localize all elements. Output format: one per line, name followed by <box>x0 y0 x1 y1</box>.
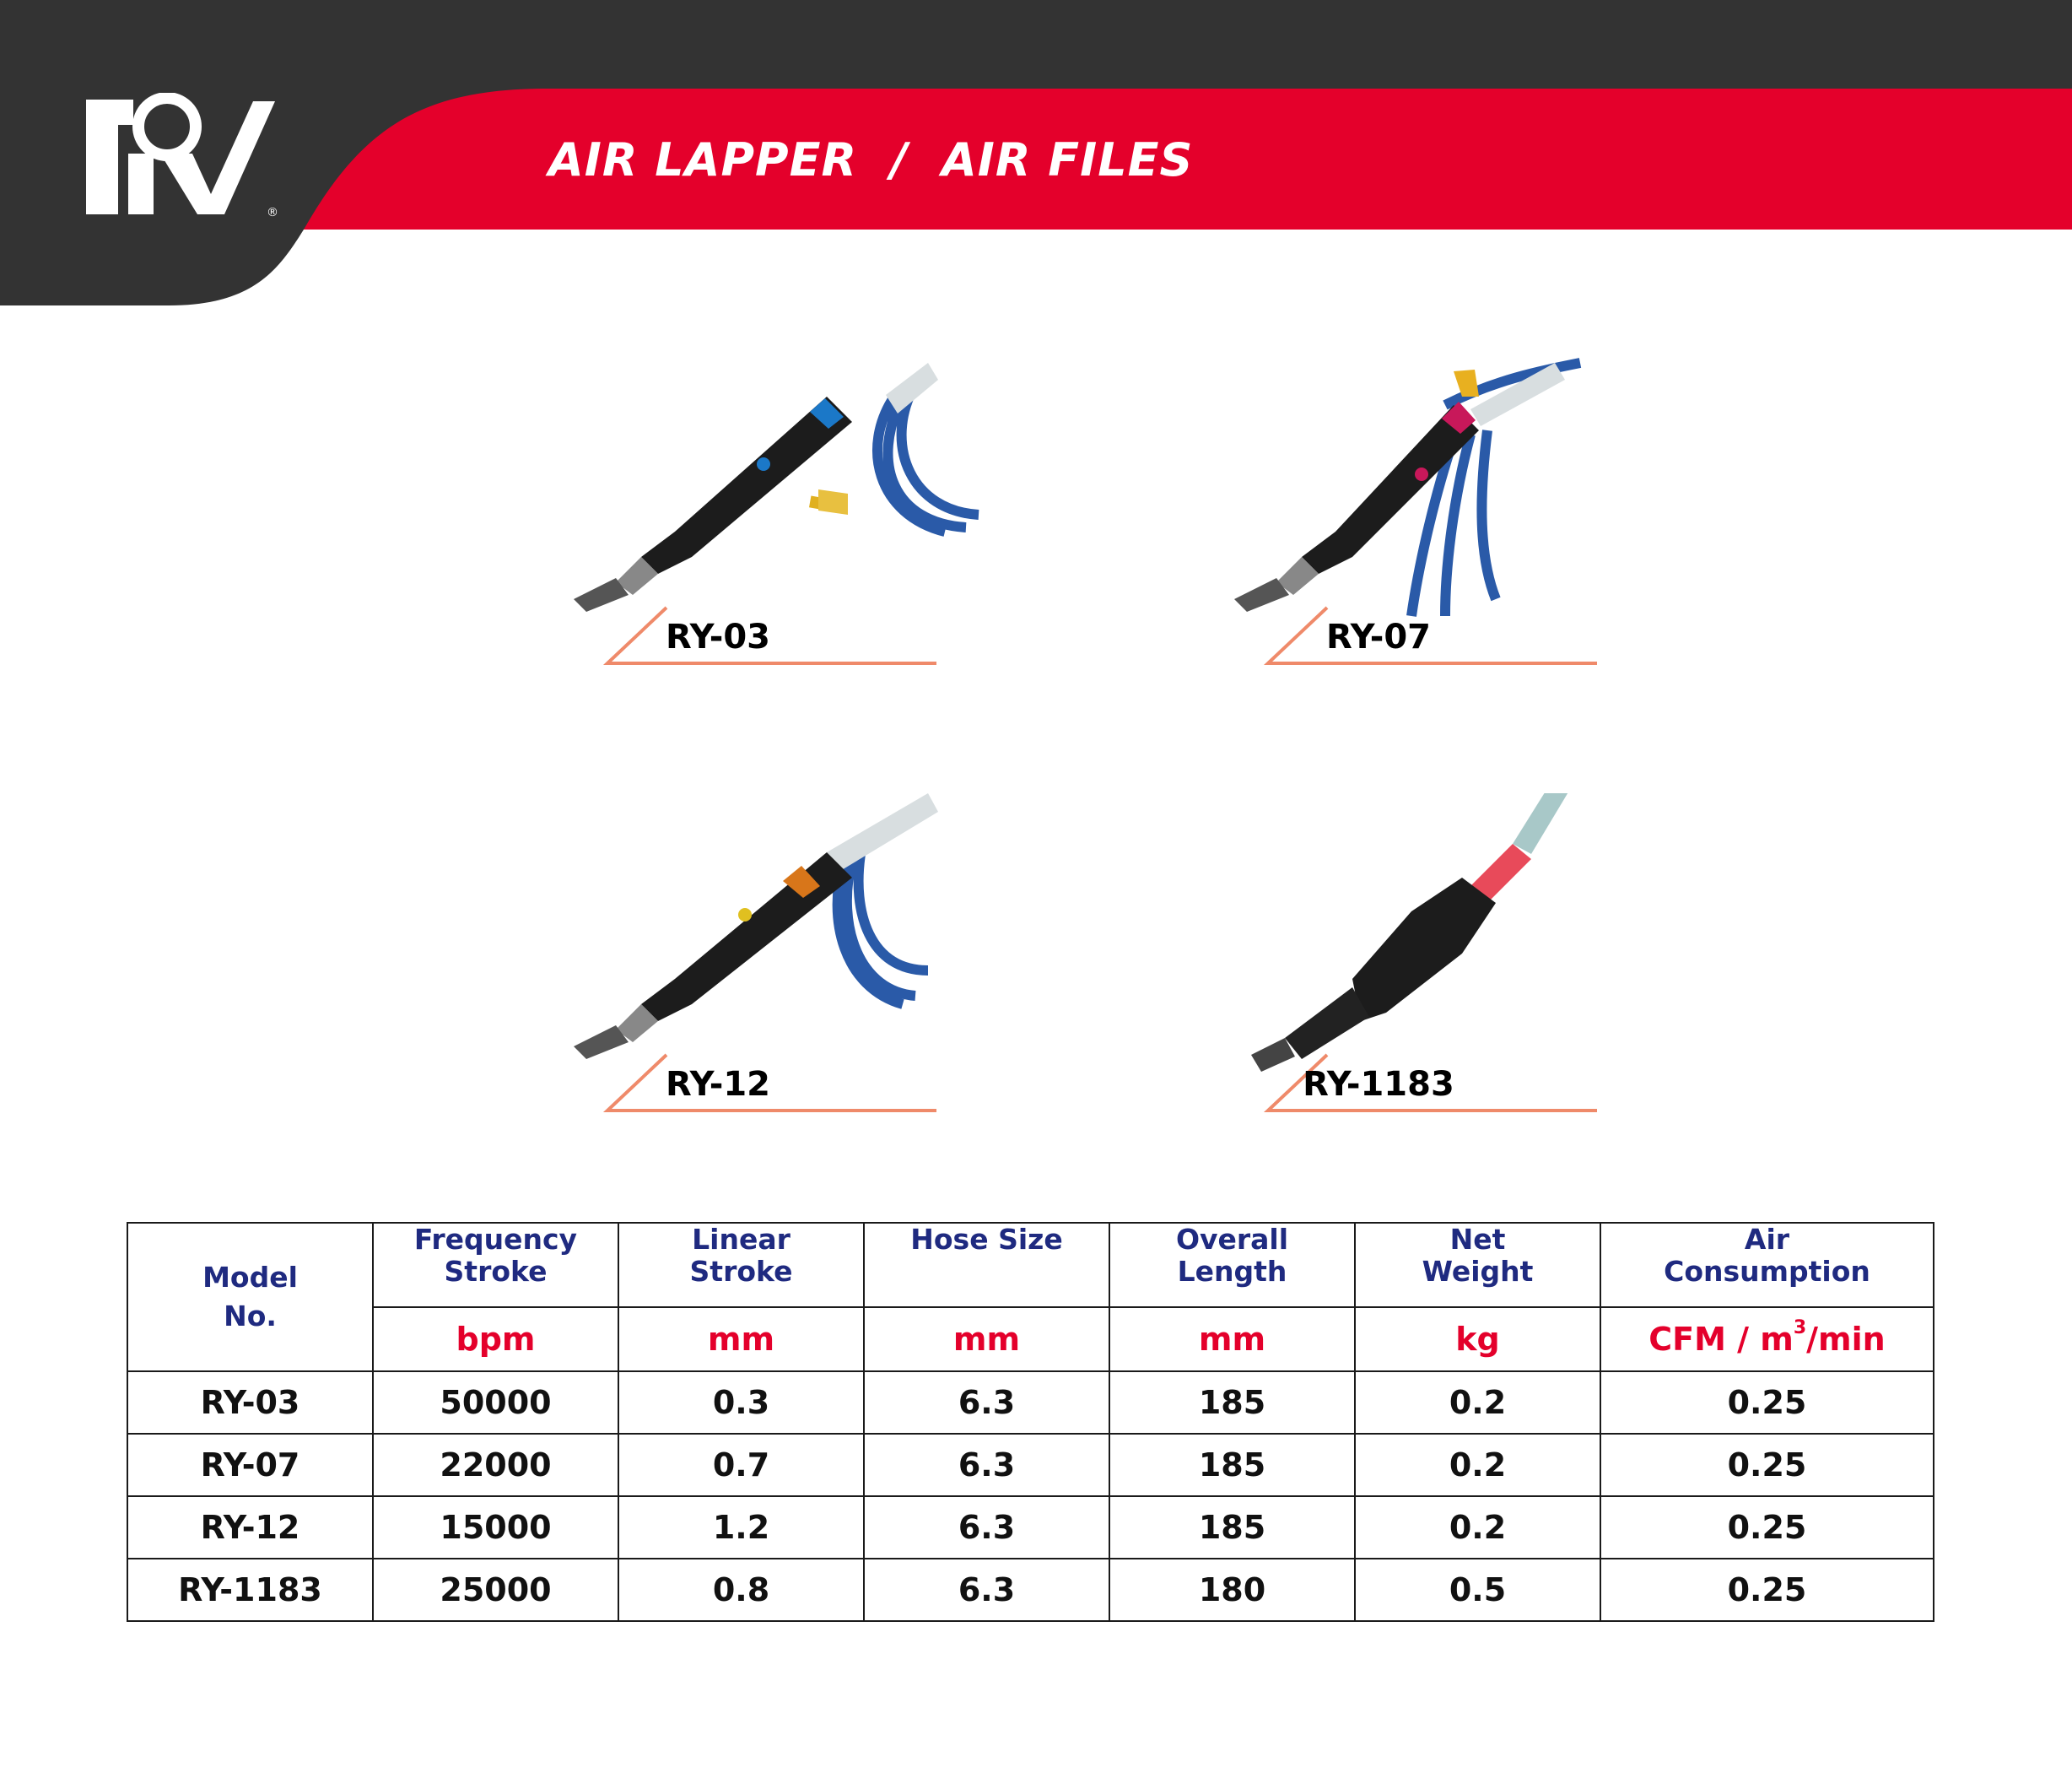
product-ry-1183 <box>1217 793 1639 1104</box>
header-weight-line1: Net <box>1449 1223 1506 1256</box>
row-weight: 0.2 <box>1355 1496 1600 1559</box>
header-hose-line1: Hose Size <box>910 1223 1063 1256</box>
header-length-line2: Length <box>1177 1255 1287 1288</box>
row-hose: 6.3 <box>864 1434 1109 1496</box>
row-linear: 0.3 <box>618 1371 864 1434</box>
unit-weight: kg <box>1355 1307 1600 1371</box>
header-hose <box>864 1223 1109 1307</box>
row-length: 185 <box>1109 1434 1355 1496</box>
header-model-line2: No. <box>224 1300 277 1332</box>
unit-air-suffix: /min <box>1806 1321 1886 1358</box>
row-model: RY-1183 <box>127 1559 373 1621</box>
page-title: AIR LAPPER / AIR FILES <box>548 133 1194 186</box>
table-row <box>127 1434 1934 1496</box>
product-label-ry-1183: RY-1183 <box>1303 1065 1454 1104</box>
unit-air-prefix: CFM / m <box>1648 1321 1794 1358</box>
unit-length: mm <box>1109 1307 1355 1371</box>
row-weight: 0.2 <box>1355 1371 1600 1434</box>
row-air: 0.25 <box>1600 1559 1934 1621</box>
table-row <box>127 1371 1934 1434</box>
unit-air <box>1600 1307 1934 1371</box>
header-length <box>1109 1223 1355 1307</box>
row-linear: 1.2 <box>618 1496 864 1559</box>
header-linear <box>618 1223 864 1307</box>
header-linear-line2: Stroke <box>689 1255 793 1288</box>
table-row <box>127 1496 1934 1559</box>
row-weight: 0.5 <box>1355 1559 1600 1621</box>
row-air: 0.25 <box>1600 1496 1934 1559</box>
row-frequency: 25000 <box>373 1559 618 1621</box>
header-model <box>127 1223 373 1371</box>
row-air: 0.25 <box>1600 1371 1934 1434</box>
header-model-line1: Model <box>202 1261 298 1294</box>
row-hose: 6.3 <box>864 1371 1109 1434</box>
row-frequency: 22000 <box>373 1434 618 1496</box>
row-frequency: 15000 <box>373 1496 618 1559</box>
row-length: 185 <box>1109 1496 1355 1559</box>
row-linear: 0.8 <box>618 1559 864 1621</box>
header-frequency <box>373 1223 618 1307</box>
row-linear: 0.7 <box>618 1434 864 1496</box>
header-weight-line2: Weight <box>1422 1255 1534 1288</box>
header-frequency-line2: Stroke <box>444 1255 548 1288</box>
row-model: RY-03 <box>127 1371 373 1434</box>
product-label-ry-03: RY-03 <box>666 618 770 657</box>
unit-frequency: bpm <box>373 1307 618 1371</box>
header-linear-line1: Linear <box>692 1223 790 1256</box>
row-hose: 6.3 <box>864 1496 1109 1559</box>
brand-logo-icon <box>84 93 278 219</box>
product-label-ry-12: RY-12 <box>666 1065 770 1104</box>
table-units-row <box>127 1307 1934 1371</box>
row-length: 180 <box>1109 1559 1355 1621</box>
header-length-line1: Overall <box>1175 1223 1289 1256</box>
row-model: RY-07 <box>127 1434 373 1496</box>
spec-table <box>127 1222 1934 1622</box>
product-ry-07 <box>1217 346 1639 657</box>
header-weight <box>1355 1223 1600 1307</box>
row-model: RY-12 <box>127 1496 373 1559</box>
table-row <box>127 1559 1934 1621</box>
unit-hose: mm <box>864 1307 1109 1371</box>
unit-air-sup: 3 <box>1793 1317 1807 1338</box>
row-hose: 6.3 <box>864 1559 1109 1621</box>
row-air: 0.25 <box>1600 1434 1934 1496</box>
product-label-ry-07: RY-07 <box>1326 618 1431 657</box>
row-weight: 0.2 <box>1355 1434 1600 1496</box>
header-frequency-line1: Frequency <box>413 1223 578 1256</box>
row-frequency: 50000 <box>373 1371 618 1434</box>
header-air-line1: Air <box>1744 1223 1790 1256</box>
header-air <box>1600 1223 1934 1307</box>
table-header-row <box>127 1223 1934 1307</box>
unit-linear: mm <box>618 1307 864 1371</box>
header-air-line2: Consumption <box>1664 1255 1870 1288</box>
row-length: 185 <box>1109 1371 1355 1434</box>
product-ry-03 <box>557 346 979 657</box>
svg-text:®: ® <box>267 206 278 219</box>
product-ry-12 <box>557 793 979 1104</box>
